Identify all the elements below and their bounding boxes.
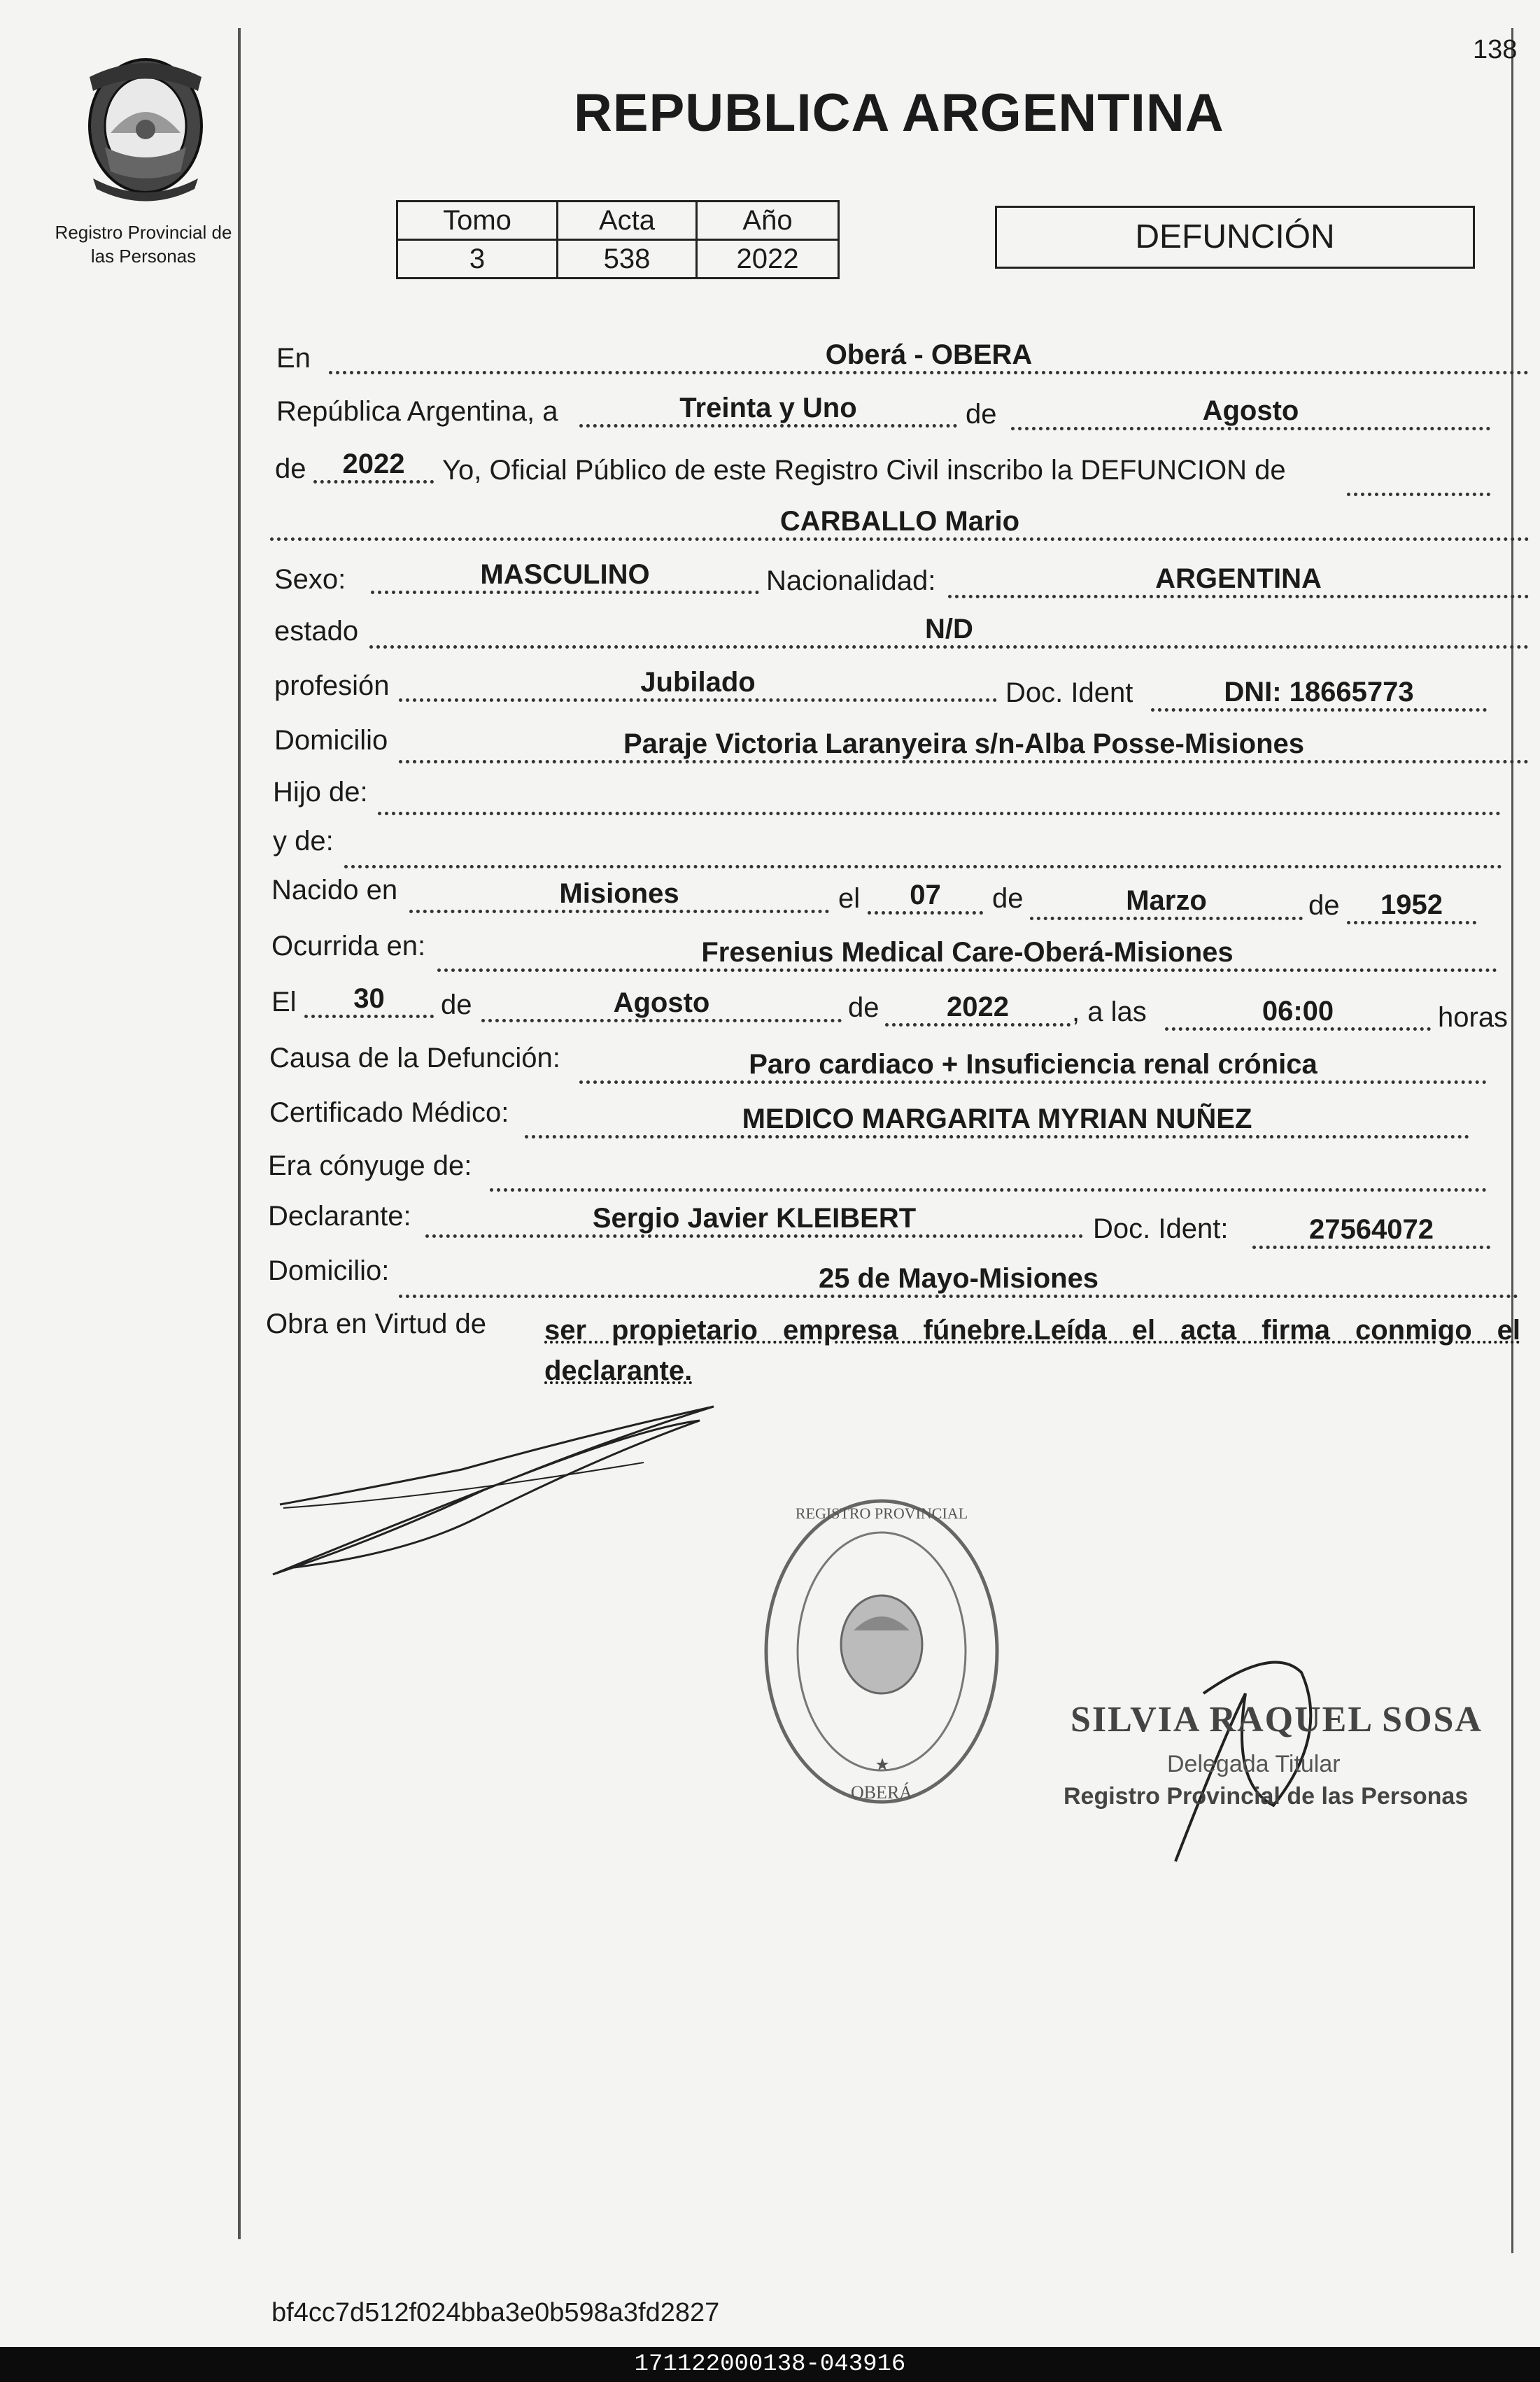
label-yo-oficial: Yo, Oficial Público de este Registro Civil inscribo la DEFUNCION de [442,455,1286,486]
field-inscribe-blank [1347,460,1490,496]
label-domicilio: Domicilio [274,725,388,756]
label-obra: Obra en Virtud de [266,1309,487,1339]
official-office: Registro Provincial de las Personas [1064,1783,1469,1810]
official-role: Delegada Titular [1167,1751,1341,1777]
label-nacionalidad: Nacionalidad: [766,565,936,596]
label-ocurrida-en: Ocurrida en: [271,931,426,961]
label-de-5: de [441,989,472,1020]
field-death-place: Fresenius Medical Care-Oberá-Misiones [437,936,1497,972]
document-title: REPUBLICA ARGENTINA [574,83,1224,143]
field-birth-place: Misiones [409,878,829,913]
field-address: Paraje Victoria Laranyeira s/n-Alba Posse-Misiones [399,728,1529,763]
label-domicilio-2: Domicilio: [268,1255,390,1286]
field-birth-month: Marzo [1030,885,1303,920]
ref-value-tomo: 3 [397,240,558,279]
field-place: Oberá - OBERA [329,339,1529,374]
document-hash: bf4cc7d512f024bba3e0b598a3fd2827 [271,2298,720,2327]
field-cause: Paro cardiaco + Insuficiencia renal crónica [579,1048,1487,1084]
label-sexo: Sexo: [274,564,346,595]
field-marital-status: N/D [369,613,1529,649]
label-causa: Causa de la Defunción: [269,1043,560,1073]
field-month: Agosto [1011,395,1490,430]
field-deceased-name: CARBALLO Mario [270,505,1530,541]
label-de-1: de [966,399,997,430]
issuer-caption-line2: las Personas [90,246,197,267]
svg-text:REGISTRO PROVINCIAL: REGISTRO PROVINCIAL [795,1504,968,1522]
registry-delegation-seal-icon [756,1490,1008,1819]
field-year: 2022 [313,448,434,484]
field-birth-day: 07 [868,879,983,915]
provincial-crest-icon [76,49,216,206]
field-father [378,780,1501,815]
field-mother [344,833,1502,868]
field-profession: Jubilado [399,666,997,702]
page-number: 138 [1473,35,1518,64]
reference-table [396,200,840,279]
label-hijo-de: Hijo de: [273,777,368,808]
issuer-caption [28,220,259,268]
label-conyuge: Era cónyuge de: [268,1150,472,1181]
svg-text:OBERÁ: OBERÁ [850,1782,913,1803]
label-de-4: de [1308,890,1340,921]
ref-value-acta: 538 [558,240,697,279]
field-nationality: ARGENTINA [948,563,1529,598]
ref-header-acta: Acta [558,202,697,240]
field-declarant-doc: 27564072 [1252,1213,1490,1249]
label-nacido-en: Nacido en [271,875,398,905]
field-death-month: Agosto [481,987,842,1022]
field-declarant: Sergio Javier KLEIBERT [425,1202,1083,1238]
label-doc-ident-2: Doc. Ident: [1093,1213,1229,1244]
label-certificado: Certificado Médico: [269,1097,509,1128]
label-doc-ident: Doc. Ident [1005,677,1133,708]
official-name: SILVIA RAQUEL SOSA [1071,1700,1483,1740]
ref-header-anio: Año [697,202,839,240]
field-death-time: 06:00 [1165,995,1431,1031]
label-el: el [838,883,861,914]
label-declarante: Declarante: [268,1201,411,1232]
field-birth-year: 1952 [1347,889,1476,924]
label-a-las: , a las [1072,996,1147,1027]
ref-header-tomo: Tomo [397,202,558,240]
declarant-signature-icon [252,1386,742,1595]
document-type-box: DEFUNCIÓN [995,206,1475,269]
label-de-2: de [275,453,306,484]
field-doc-id: DNI: 18665773 [1151,676,1487,712]
ref-value-anio: 2022 [697,240,839,279]
field-day-words: Treinta y Uno [579,392,957,428]
field-declarant-address: 25 de Mayo-Misiones [399,1262,1518,1298]
label-estado: estado [274,616,359,647]
label-horas: horas [1438,1002,1509,1033]
field-spouse [490,1156,1487,1192]
field-medical-certificate: MEDICO MARGARITA MYRIAN NUÑEZ [525,1103,1469,1139]
field-basis: ser propietario empresa fúnebre.Leída el acta firma conmigo el declarante. [544,1315,1520,1386]
label-profesion: profesión [274,670,390,701]
barcode-band: 171122000138-043916 [0,2347,1540,2382]
label-en: En [276,343,311,374]
label-el-cap: El [271,987,297,1017]
issuer-caption-line1: Registro Provincial de [55,222,232,243]
label-y-de: y de: [273,826,334,857]
label-de-3: de [992,883,1024,914]
label-republica: República Argentina, a [276,396,558,427]
left-margin-line [238,28,241,2239]
field-death-year: 2022 [885,991,1071,1027]
field-sex: MASCULINO [371,558,759,594]
label-de-6: de [848,992,880,1023]
field-death-day: 30 [304,982,434,1018]
